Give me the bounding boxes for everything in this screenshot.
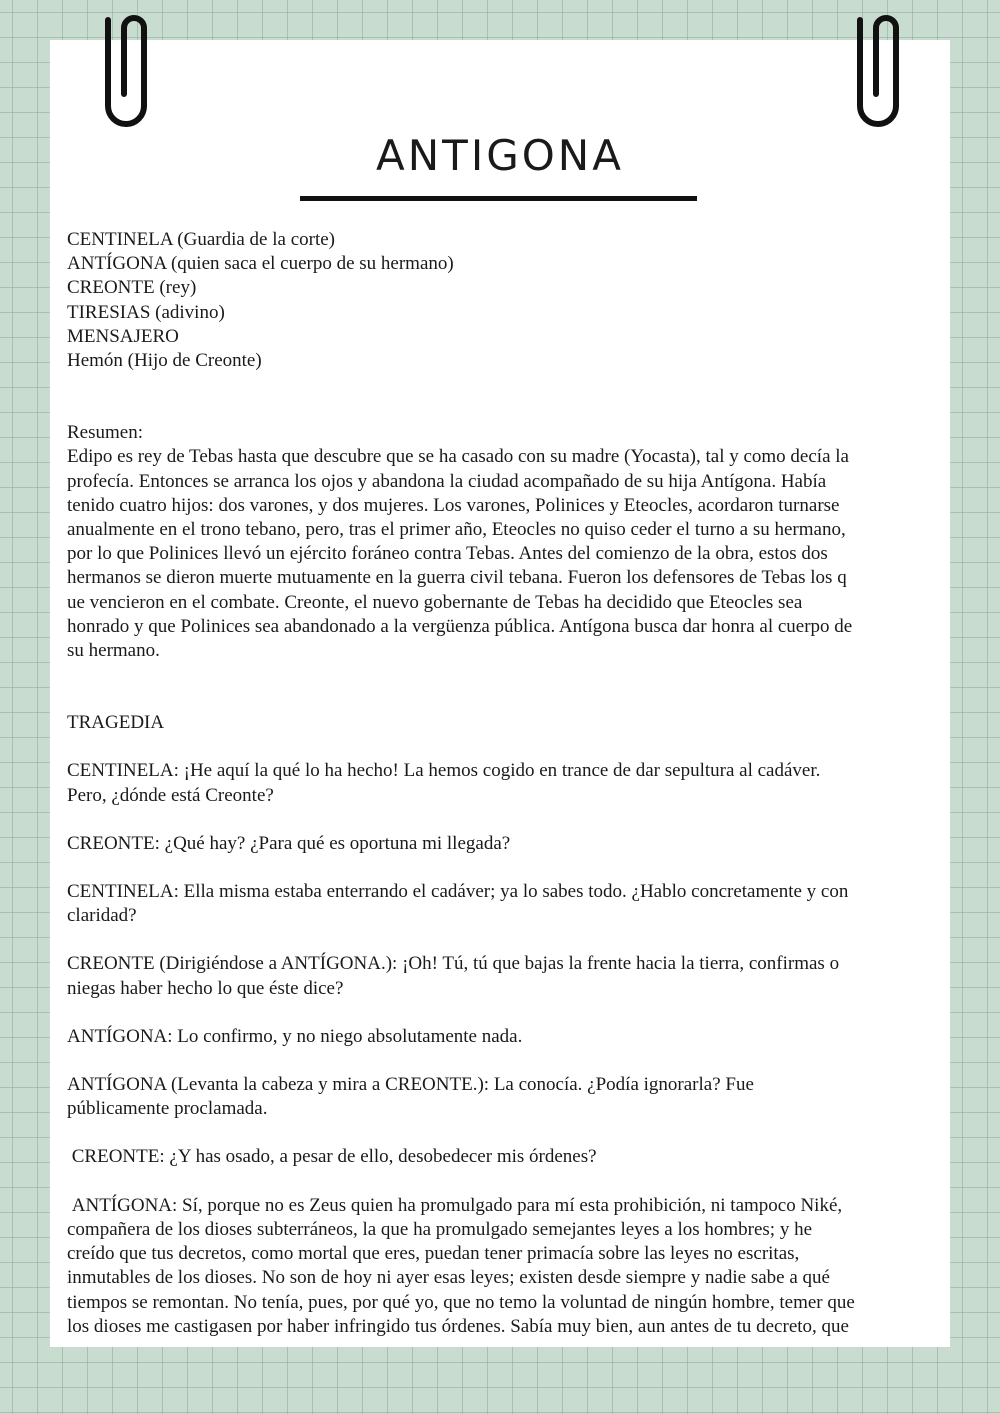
page-title: ANTIGONA <box>376 131 624 180</box>
speech-line: CREONTE: ¿Qué hay? ¿Para qué es oportuna mi llegada? <box>67 832 511 854</box>
speech-block <box>67 1194 917 1339</box>
character-item: CREONTE (rey) <box>67 277 197 299</box>
summary-section <box>67 421 917 663</box>
title-underline <box>300 196 697 201</box>
speech-block <box>67 880 917 928</box>
paperclip-icon <box>94 8 158 130</box>
speech-block <box>67 952 917 1000</box>
summary-line: por lo que Polinices llevó un ejército foráneo contra Tebas. Antes del comienzo de la obra, estos dos <box>67 543 828 565</box>
speech-line: públicamente proclamada. <box>67 1098 268 1120</box>
speech-block <box>67 759 917 807</box>
summary-line: honrado y que Polinices sea abandonado a la vergüenza pública. Antígona busca dar honra al cuerpo de <box>67 615 853 637</box>
summary-line: profecía. Entonces se arranca los ojos y abandona la ciudad acompañado de su hija Antígona. Había <box>67 470 827 492</box>
speech-block <box>67 832 917 856</box>
speech-line: los dioses me castigasen por haber infringido tus órdenes. Sabía muy bien, aun antes de tu decreto, que <box>67 1315 849 1337</box>
speech-line: niegas haber hecho lo que éste dice? <box>67 977 344 999</box>
speech-line: Pero, ¿dónde está Creonte? <box>67 784 274 806</box>
speech-block <box>67 1025 917 1049</box>
summary-line: Edipo es rey de Tebas hasta que descubre que se ha casado con su madre (Yocasta), tal y como decía la <box>67 446 849 468</box>
summary-heading: Resumen: <box>67 422 143 444</box>
summary-line: su hermano. <box>67 640 160 662</box>
speech-line: inmutables de los dioses. No son de hoy ni ayer esas leyes; existen desde siempre y nadie sabe a qué <box>67 1267 830 1289</box>
speech-block <box>67 1145 917 1169</box>
tragedy-section <box>67 711 917 1339</box>
speech-line: CREONTE (Dirigiéndose a ANTÍGONA.): ¡Oh! Tú, tú que bajas la frente hacia la tierra, confirmas o <box>67 953 840 975</box>
speech-line: ANTÍGONA: Sí, porque no es Zeus quien ha promulgado para mí esta prohibición, ni tampoco Niké, <box>67 1194 843 1216</box>
document-body <box>67 228 917 1339</box>
speech-line: CENTINELA: Ella misma estaba enterrando el cadáver; ya lo sabes todo. ¿Hablo concretamente y con <box>67 881 849 903</box>
speech-line: CENTINELA: ¡He aquí la qué lo ha hecho! La hemos cogido en trance de dar sepultura al cadáver. <box>67 760 821 782</box>
summary-line: tenido cuatro hijos: dos varones, y dos mujeres. Los varones, Polinices y Eteocles, acordaron turnarse <box>67 494 840 516</box>
character-item: TIRESIAS (adivino) <box>67 301 225 323</box>
paperclip-icon <box>846 8 910 130</box>
speech-line: ANTÍGONA: Lo confirmo, y no niego absolutamente nada. <box>67 1025 523 1047</box>
character-item: MENSAJERO <box>67 325 179 347</box>
tragedy-heading: TRAGEDIA <box>67 712 165 734</box>
speech-line: compañera de los dioses subterráneos, la que ha promulgado semejantes leyes a los hombres; y he <box>67 1218 813 1240</box>
speech-line: ANTÍGONA (Levanta la cabeza y mira a CREONTE.): La conocía. ¿Podía ignorarla? Fue <box>67 1074 754 1096</box>
summary-line: hermanos se dieron muerte mutuamente en la guerra civil tebana. Fueron los defensores de Tebas los q <box>67 567 847 589</box>
speech-line: CREONTE: ¿Y has osado, a pesar de ello, desobedecer mis órdenes? <box>67 1146 597 1168</box>
summary-line: anualmente en el trono tebano, pero, tras el primer año, Eteocles no quiso ceder el turno a su hermano, <box>67 519 846 541</box>
character-item: Hemón (Hijo de Creonte) <box>67 350 262 372</box>
character-list <box>67 228 917 373</box>
speech-line: creído que tus decretos, como mortal que eres, puedan tener primacía sobre las leyes no escritas, <box>67 1243 800 1265</box>
speech-line: claridad? <box>67 905 137 927</box>
speech-block <box>67 1073 917 1121</box>
speech-line: tiempos se remontan. No tenía, pues, por qué yo, que no temo la voluntad de ningún hombre, temer que <box>67 1291 855 1313</box>
character-item: ANTÍGONA (quien saca el cuerpo de su hermano) <box>67 253 454 275</box>
summary-line: ue vencieron en el combate. Creonte, el nuevo gobernante de Tebas ha decidido que Eteocles sea <box>67 591 803 613</box>
character-item: CENTINELA (Guardia de la corte) <box>67 229 336 250</box>
